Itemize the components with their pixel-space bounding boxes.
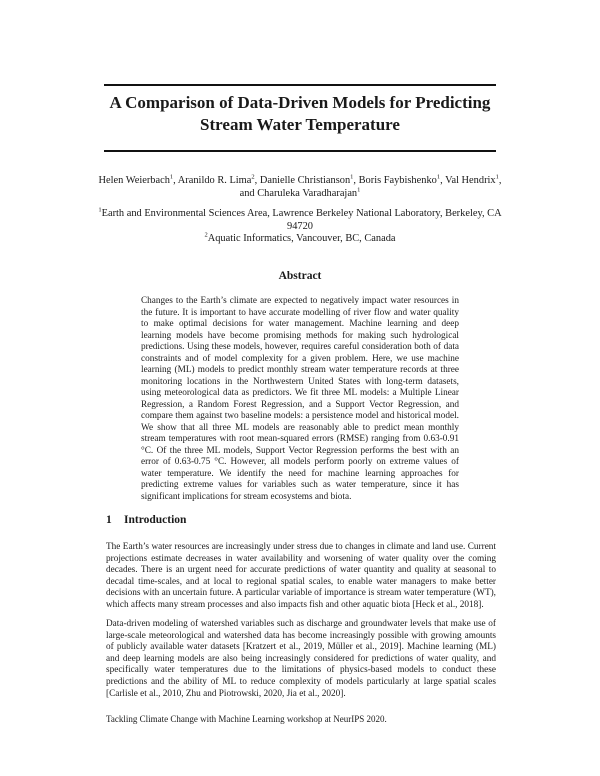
title-rule-bottom [104, 150, 496, 152]
affil-mark: 1 [98, 206, 102, 214]
section-number: 1 [106, 514, 112, 526]
author-name: Charuleka Varadharajan [257, 187, 358, 199]
page-footer: Tackling Climate Change with Machine Learning workshop at NeurIPS 2020. [106, 714, 387, 724]
affiliation-1-zip: 94720 [287, 220, 313, 232]
author-name: Danielle Christianson [259, 175, 351, 186]
affiliation-1: Earth and Environmental Sciences Area, Lawrence Berkeley National Laboratory, Berkeley, CA [101, 208, 502, 219]
author-name: Boris Faybishenko [358, 175, 437, 186]
author-affil-mark: 1 [495, 173, 499, 181]
author-affil-mark: 1 [436, 173, 441, 181]
title-line-2: Stream Water Temperature [200, 115, 400, 134]
affiliations [96, 208, 504, 246]
section-heading [106, 514, 186, 526]
author-list: Helen Weierbach$^1$, Aranildo R. Lima$^2$, Danielle Christianson$^1$, Boris Faybishenko$^1$, Val Hendrix$^1$, and Charuleka Varadharajan$^1$ [98, 173, 502, 199]
author-affil-mark: 1 [350, 173, 354, 181]
abstract-text: Changes to the Earth’s climate are expected to negatively impact water resources in the future. It is important to have accurate modelling of river flow and water quality to make optimal decisions for water management. Machine learning and deep learning models have become promising methods for making such hydrological predictions. Using these models, however, requires careful consideration both of data constraints and of model complexity for a given problem. Here, we use machine learning (ML) models to predict monthly stream water temperature records at three monitoring locations in the Northwestern United States with long-term datasets, using meteorological data as predictors. We fit three ML models: a Multiple Linear Regression, a Random Forest Regression, and a Support Vector Regression, and compare them against two baseline models: a persistence model and historical model. We show that all three ML models are reasonably able to predict mean monthly stream temperatures with root mean-squared errors (RMSE) ranging from 0.63-0.91 °C. Of the three ML models, Support Vector Regression performs the best with an error of 0.63-0.75 °C. However, all models perform poorly on extreme values of water temperature. We identify the need for machine learning approaches for predicting extreme values for variables such as water temperature, since it has significant implications for stream ecosystems and biota. [141, 296, 459, 502]
abstract-heading: Abstract [278, 270, 322, 282]
author-affil-mark: 1 [169, 173, 174, 181]
title-line-1: A Comparison of Data-Driven Models for Predicting [109, 93, 491, 112]
affiliation-2: Aquatic Informatics, Vancouver, BC, Canada [207, 233, 396, 244]
author-name: Aranildo R. Lima [177, 175, 252, 186]
author-name: Val Hendrix [445, 175, 496, 186]
intro-paragraph-2: Data-driven modeling of watershed variables such as discharge and groundwater levels that make use of large-scale meteorological and watershed data has become increasingly possible with growing amounts of publicly available water datasets [Kratzert et al., 2019, Müller et al., 2019]. Machine learning (ML) and deep learning models are also being increasingly considered for predictions of water quality, and specifically water temperatures due to the limitations of physics-based models to conduct these predictions and the ability of ML to reduce complexity of models particularly at large spatial scales [Carlisle et al., 2010, Zhu and Piotrowski, 2020, Jia et al., 2020]. [106, 619, 496, 699]
author-joiner: and [239, 187, 255, 199]
author-name: Helen Weierbach [98, 175, 170, 186]
paper-title [90, 92, 510, 136]
author-affil-mark: 2 [251, 173, 255, 181]
section-title: Introduction [124, 514, 187, 526]
author-affil-mark: 1 [357, 186, 361, 194]
title-rule-top [104, 84, 496, 86]
intro-paragraph-1: The Earth’s water resources are increasingly under stress due to changes in climate and land use. Current projections estimate decreases in water availability and worsening of water quality over the coming decades. There is an urgent need for accurate predictions of water quantity and quality at seasonal to decadal time-scales, and at local to regional spatial scales, to enable water managers to make better decisions with an uncertain future. A particular variable of importance is stream water temperature (WT), which affects many stream processes and also impacts fish and other aquatic biota [Heck et al., 2018]. [106, 542, 496, 610]
affil-mark: 2 [204, 231, 208, 239]
